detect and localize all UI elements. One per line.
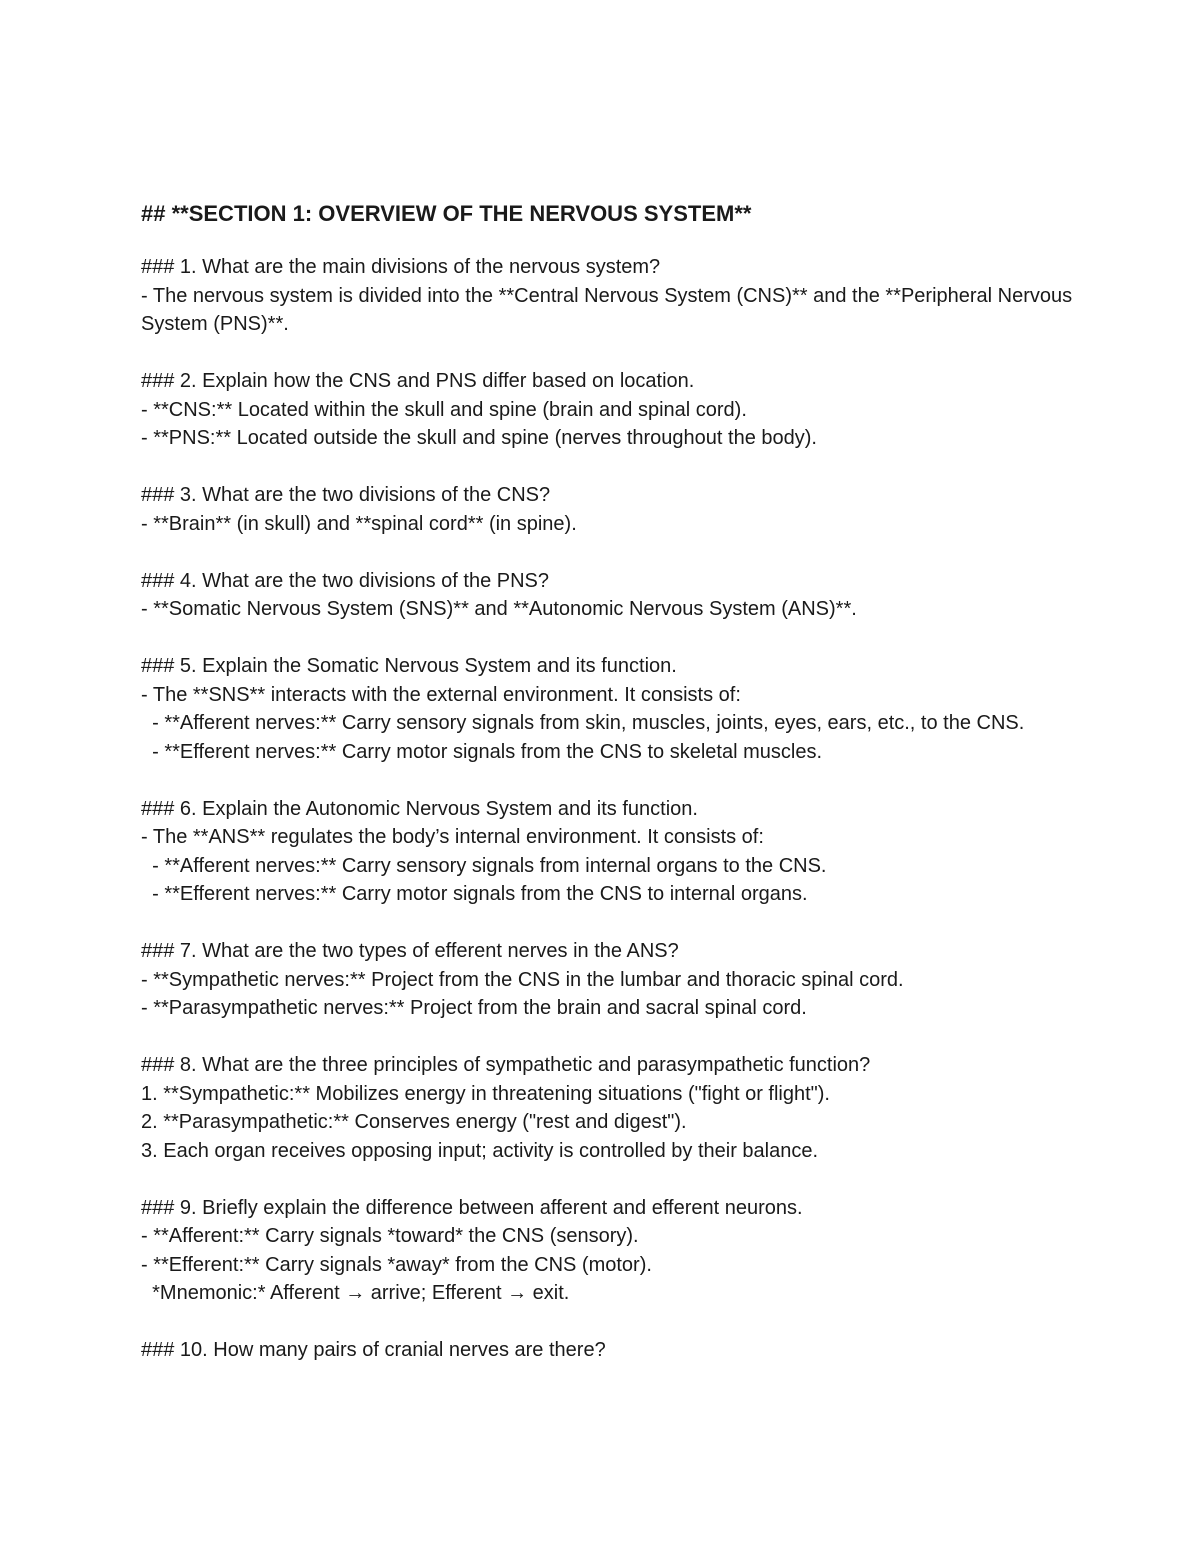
answer-line: - **Somatic Nervous System (SNS)** and **Autonomic Nervous System (ANS)**. bbox=[141, 598, 857, 620]
qa-block-3 bbox=[141, 481, 1081, 538]
qa-block-7 bbox=[141, 937, 1081, 1023]
question-3: ### 3. What are the two divisions of the CNS? bbox=[141, 484, 551, 506]
answer-line: 3. Each organ receives opposing input; activity is controlled by their balance. bbox=[141, 1139, 819, 1162]
answer-line: - The nervous system is divided into the **Central Nervous System (CNS)** and the **Peripheral Nervous System (PNS)**. bbox=[141, 284, 1078, 335]
answer-line: - **Efferent nerves:** Carry motor signals from the CNS to internal organs. bbox=[141, 883, 808, 905]
answer-line: - **Brain** (in skull) and **spinal cord** (in spine). bbox=[141, 512, 577, 535]
answer-line: - **Afferent nerves:** Carry sensory signals from skin, muscles, joints, eyes, ears, etc., to the CNS. bbox=[141, 712, 1025, 734]
question-4: ### 4. What are the two divisions of the PNS? bbox=[141, 569, 549, 592]
qa-block-2 bbox=[141, 367, 1081, 453]
qa-block-9 bbox=[141, 1194, 1081, 1308]
section-heading: ## **SECTION 1: OVERVIEW OF THE NERVOUS SYSTEM** bbox=[141, 201, 752, 226]
answer-line: - **Afferent:** Carry signals *toward* the CNS (sensory). bbox=[141, 1225, 639, 1247]
qa-block-6 bbox=[141, 795, 1081, 909]
qa-block-1 bbox=[141, 253, 1081, 339]
question-8: ### 8. What are the three principles of sympathetic and parasympathetic function? bbox=[141, 1054, 871, 1076]
answer-line: - **Afferent nerves:** Carry sensory signals from internal organs to the CNS. bbox=[141, 854, 827, 877]
question-7: ### 7. What are the two types of efferent nerves in the ANS? bbox=[141, 940, 679, 962]
answer-line: - **Efferent:** Carry signals *away* from the CNS (motor). bbox=[141, 1253, 652, 1276]
answer-line: - The **ANS** regulates the body’s internal environment. It consists of: bbox=[141, 826, 764, 848]
question-9: ### 9. Briefly explain the difference between afferent and efferent neurons. bbox=[141, 1196, 803, 1219]
answer-line: - **PNS:** Located outside the skull and spine (nerves throughout the body). bbox=[141, 427, 817, 449]
question-6: ### 6. Explain the Autonomic Nervous System and its function. bbox=[141, 797, 698, 820]
qa-block-4 bbox=[141, 567, 1081, 624]
answer-line: - **Sympathetic nerves:** Project from the CNS in the lumbar and thoracic spinal cord. bbox=[141, 968, 904, 991]
qa-block-10 bbox=[141, 1336, 1081, 1365]
qa-block-5 bbox=[141, 652, 1081, 766]
answer-line: 1. **Sympathetic:** Mobilizes energy in threatening situations ("fight or flight"). bbox=[141, 1082, 830, 1105]
question-10: ### 10. How many pairs of cranial nerves are there? bbox=[141, 1339, 606, 1361]
question-5: ### 5. Explain the Somatic Nervous System and its function. bbox=[141, 655, 677, 677]
qa-block-8 bbox=[141, 1051, 1081, 1165]
answer-line: *Mnemonic:* Afferent → arrive; Efferent → exit. bbox=[141, 1282, 570, 1304]
answer-line: - The **SNS** interacts with the external environment. It consists of: bbox=[141, 683, 741, 706]
answer-line: - **Efferent nerves:** Carry motor signals from the CNS to skeletal muscles. bbox=[141, 740, 822, 763]
question-1: ### 1. What are the main divisions of the nervous system? bbox=[141, 256, 661, 278]
document-page bbox=[141, 196, 1081, 1393]
answer-line: 2. **Parasympathetic:** Conserves energy ("rest and digest"). bbox=[141, 1111, 687, 1133]
answer-line: - **Parasympathetic nerves:** Project from the brain and sacral spinal cord. bbox=[141, 997, 807, 1019]
answer-line: - **CNS:** Located within the skull and spine (brain and spinal cord). bbox=[141, 398, 747, 421]
question-2: ### 2. Explain how the CNS and PNS differ based on location. bbox=[141, 370, 695, 392]
